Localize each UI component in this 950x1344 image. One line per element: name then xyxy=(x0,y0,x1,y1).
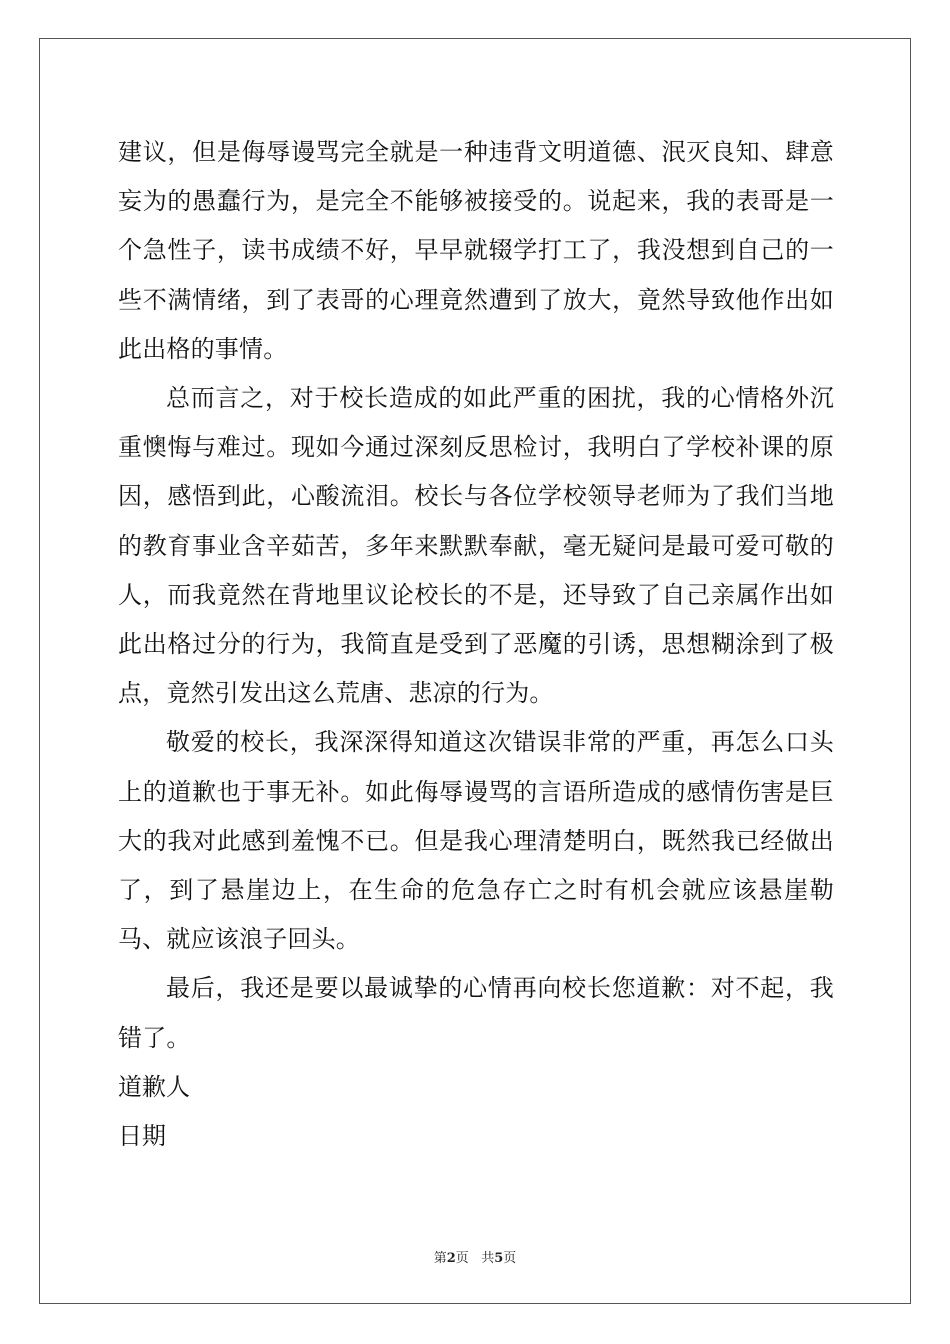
footer-page-suffix: 页 xyxy=(455,1251,469,1266)
paragraph-3: 敬爱的校长，我深深得知道这次错误非常的严重，再怎么口头上的道歉也于事无补。如此侮辱谩骂的言语所造成的感情伤害是巨大的我对此感到羞愧不已。但是我心理清楚明白，既然我已经做出了，到了悬崖边上，在生命的危急存亡之时有机会就应该悬崖勒马、就应该浪子回头。 xyxy=(118,728,834,954)
date-label: 日期 xyxy=(118,1122,166,1151)
page-footer xyxy=(0,1247,950,1266)
document-body xyxy=(118,128,834,1161)
paragraph-1: 建议，但是侮辱谩骂完全就是一种违背文明道德、泯灭良知、肆意妄为的愚蠢行为，是完全不能够被接受的。说起来，我的表哥是一个急性子，读书成绩不好，早早就辍学打工了，我没想到自己的一些不满情绪，到了表哥的心理竟然遭到了放大，竟然导致他作出如此出格的事情。 xyxy=(118,138,834,363)
footer-current-page: 2 xyxy=(446,1251,456,1266)
footer-total-pages: 5 xyxy=(494,1251,504,1266)
footer-total-suffix: 页 xyxy=(503,1251,517,1266)
footer-total-prefix: 共 xyxy=(481,1251,495,1266)
footer-prefix: 第 xyxy=(433,1251,447,1266)
paragraph-4: 最后，我还是要以最诚挚的心情再向校长您道歉：对不起，我错了。 xyxy=(118,974,834,1052)
paragraph-2: 总而言之，对于校长造成的如此严重的困扰，我的心情格外沉重懊悔与难过。现如今通过深刻反思检讨，我明白了学校补课的原因，感悟到此，心酸流泪。校长与各位学校领导老师为了我们当地的教育事业含辛茹苦，多年来默默奉献，毫无疑问是最可爱可敬的人，而我竟然在背地里议论校长的不是，还导致了自己亲属作出如此出格过分的行为，我简直是受到了恶魔的引诱，思想糊涂到了极点，竟然引发出这么荒唐、悲凉的行为。 xyxy=(118,384,834,708)
signature-label: 道歉人 xyxy=(118,1072,190,1101)
